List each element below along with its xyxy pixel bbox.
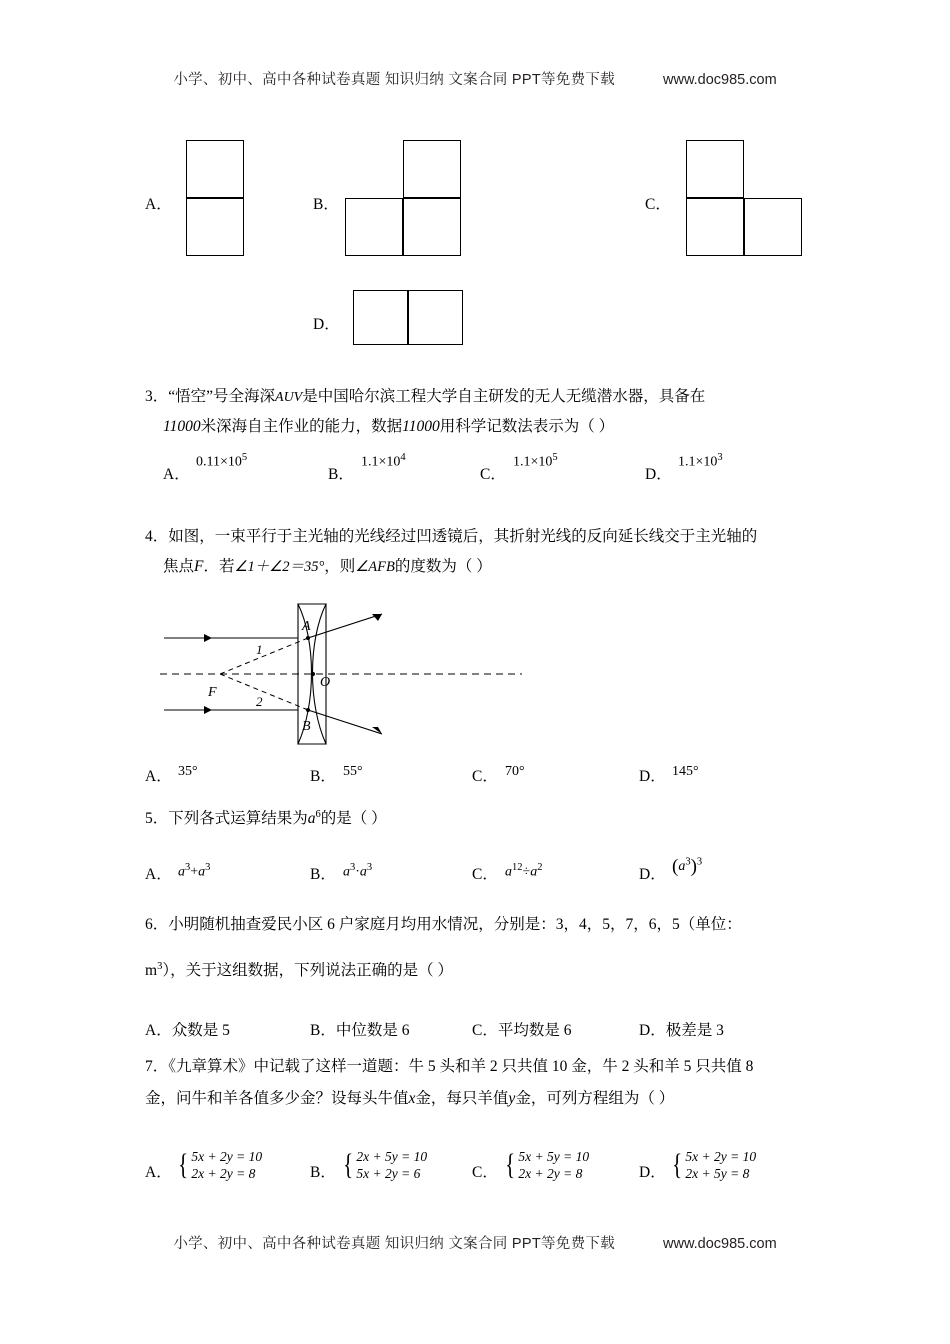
q7-d-eq1: 5x + 2y = 10	[685, 1149, 757, 1164]
q5-choice-a-value: $a^3+a^3$	[178, 862, 211, 880]
q4-choice-b-value: 55°	[343, 764, 363, 779]
footer-site: www.doc985.com	[663, 1236, 777, 1252]
question4-text-line1: 4．如图，一束平行于主光轴的光线经过凹透镜后，其折射光线的反向延长线交于主光轴的	[145, 528, 758, 545]
q5-choice-c-label[interactable]: C．	[472, 866, 498, 883]
q7-choice-c-label[interactable]: C．	[472, 1164, 498, 1181]
svg-text:2: 2	[256, 694, 263, 709]
question6-text-line1: 6．小明随机抽查爱民小区 6 户家庭月均用水情况，分别是：3，4，5，7，6，5（单位：	[145, 916, 742, 933]
q4-angle-sum: ∠1＋∠2＝35°	[234, 559, 325, 575]
q7-l2e: 金，可列方程组为（ ）	[515, 1090, 675, 1107]
q3-num1: 11000	[163, 418, 201, 435]
q7-a-eq2: 2x + 2y = 8	[191, 1166, 256, 1181]
q2-c-square-bottomright	[744, 198, 802, 256]
q7-choice-b-system: { 2x + 5y = 10 5x + 2y = 6	[343, 1148, 428, 1181]
q2-a-square-top	[186, 140, 244, 198]
q4-choice-c-label[interactable]: C．	[472, 768, 498, 785]
lens-diagram-svg	[150, 586, 550, 761]
question7-text-line1: 7．《九章算术》中记载了这样一道题：牛 5 头和羊 2 只共值 10 金，牛 2 头和羊 5 只共值 8	[145, 1058, 754, 1075]
q3-choice-c-label[interactable]: C．	[480, 466, 506, 483]
page-footer	[0, 1232, 950, 1253]
svg-text:F: F	[208, 685, 217, 700]
q2-b-square-top	[403, 140, 461, 198]
question4-lens-figure	[150, 586, 550, 761]
q5-choice-d-label[interactable]: D．	[639, 866, 666, 883]
q4-choice-a-value: 35°	[178, 764, 198, 779]
q6-l2b: ），关于这组数据，下列说法正确的是（ ）	[162, 962, 453, 980]
q5-choice-b-label[interactable]: B．	[310, 866, 336, 883]
q5-choice-a-label[interactable]: A．	[145, 866, 172, 883]
q2-option-d-label: D．	[313, 316, 340, 333]
q2-b-square-bottomleft	[345, 198, 403, 256]
q4-l2a: 焦点	[163, 558, 195, 575]
question7-choices	[0, 1150, 950, 1194]
q7-a-eq1: 5x + 2y = 10	[191, 1149, 263, 1164]
question7-text-line2	[145, 1084, 925, 1114]
q5-choice-b-value: $a^3\cdot a^3$	[343, 862, 373, 880]
q5-a: a	[307, 810, 316, 828]
header-text: 小学、初中、高中各种试卷真题 知识归纳 文案合同 PPT等免费下载	[173, 72, 616, 88]
q3-line1-a: 3．“悟空”号全海深	[145, 388, 276, 405]
q3-choice-b-value: $1.1\times 10^4$	[361, 452, 406, 470]
q7-b-eq2: 5x + 2y = 6	[356, 1166, 421, 1181]
q6-unit-exp: 3	[157, 961, 163, 972]
q3-line2-d: 用科学记数法表示为（ ）	[439, 418, 615, 435]
question3-text-line2	[163, 412, 883, 442]
q5-choice-d-value: $(a^3)^3$	[672, 856, 703, 877]
q6-choice-c[interactable]: C．平均数是 6	[472, 1022, 572, 1039]
q2-c-square-top	[686, 140, 744, 198]
q5-l1a: 5．下列各式运算结果为	[145, 810, 308, 828]
q4-l2g: 的度数为（ ）	[394, 558, 492, 575]
q2-option-c-label: C．	[645, 196, 671, 213]
q7-choice-d-system: { 5x + 2y = 10 2x + 5y = 8	[672, 1148, 757, 1181]
question4-text-line2	[163, 552, 903, 582]
q7-l2c: 金，每只羊值	[415, 1090, 509, 1107]
q3-choice-d-value: $1.1\times 10^3$	[678, 452, 723, 470]
q4-point-f: F	[194, 558, 204, 575]
question2-figures	[0, 128, 950, 268]
question6-text-line2	[145, 952, 905, 986]
svg-text:O: O	[320, 675, 331, 690]
header-site: www.doc985.com	[663, 72, 777, 88]
q7-choice-a-label[interactable]: A．	[145, 1164, 172, 1181]
q3-num2: 11000	[402, 418, 440, 435]
q5-choice-c-value: $a^{12}\div a^2$	[505, 862, 543, 880]
q4-choice-d-value: 145°	[672, 764, 699, 779]
q2-a-square-bottom	[186, 198, 244, 256]
q2-c-square-bottomleft	[686, 198, 744, 256]
svg-text:A: A	[302, 619, 311, 634]
q7-d-eq2: 2x + 5y = 8	[685, 1166, 750, 1181]
q4-choice-b-label[interactable]: B．	[310, 768, 336, 785]
q2-d-square-left	[353, 290, 408, 345]
q5-exp: 6	[315, 809, 321, 820]
q4-angle-afb: ∠AFB	[355, 559, 395, 575]
q7-choice-a-system: { 5x + 2y = 10 2x + 2y = 8	[178, 1148, 263, 1181]
q3-choice-d-label[interactable]: D．	[645, 466, 672, 483]
question2-figure-d	[0, 282, 950, 362]
q7-var-y: y	[508, 1090, 516, 1107]
q6-unit: m	[145, 962, 158, 980]
q2-option-a-label: A．	[145, 196, 172, 213]
q6-choice-d[interactable]: D．极差是 3	[639, 1022, 724, 1039]
question3-text	[145, 382, 865, 413]
q3-choice-b-label[interactable]: B．	[328, 466, 354, 483]
footer-text: 小学、初中、高中各种试卷真题 知识归纳 文案合同 PPT等免费下载	[173, 1236, 616, 1252]
q4-l2e: ，则	[324, 558, 356, 575]
q2-b-square-bottomright	[403, 198, 461, 256]
q7-choice-b-label[interactable]: B．	[310, 1164, 336, 1181]
q4-choice-c-value: 70°	[505, 764, 525, 779]
q7-choice-c-system: { 5x + 5y = 10 2x + 2y = 8	[505, 1148, 590, 1181]
q5-l1c: 的是（ ）	[320, 810, 387, 828]
q2-d-square-right	[408, 290, 463, 345]
q3-line1-c: 是中国哈尔滨工程大学自主研发的无人无缆潜水器，具备在	[302, 388, 706, 405]
svg-text:B: B	[302, 719, 311, 734]
q3-line2-b: 米深海自主作业的能力，数据	[200, 418, 403, 435]
q4-l2c: ．若	[203, 558, 235, 575]
question5-text	[145, 800, 885, 834]
q4-choice-a-label[interactable]: A．	[145, 768, 172, 785]
page-header	[0, 68, 950, 89]
q2-option-b-label: B．	[313, 196, 339, 213]
q7-var-x: x	[408, 1090, 416, 1107]
q3-choice-a-value: $0.11\times 10^5$	[196, 452, 248, 470]
q4-choice-d-label[interactable]: D．	[639, 768, 666, 785]
q7-choice-d-label[interactable]: D．	[639, 1164, 666, 1181]
q7-l2a: 金，问牛和羊各值多少金？设每头牛值	[145, 1090, 409, 1107]
q6-choice-a[interactable]: A．众数是 5	[145, 1022, 230, 1039]
svg-text:1: 1	[256, 642, 263, 657]
q7-c-eq1: 5x + 5y = 10	[518, 1149, 590, 1164]
q7-c-eq2: 2x + 2y = 8	[518, 1166, 583, 1181]
q3-choice-a-label[interactable]: A．	[163, 466, 190, 483]
q7-b-eq1: 2x + 5y = 10	[356, 1149, 428, 1164]
q6-choice-b[interactable]: B．中位数是 6	[310, 1022, 410, 1039]
q3-choice-c-value: $1.1\times 10^5$	[513, 452, 558, 470]
q3-auv: AUV	[275, 390, 303, 405]
